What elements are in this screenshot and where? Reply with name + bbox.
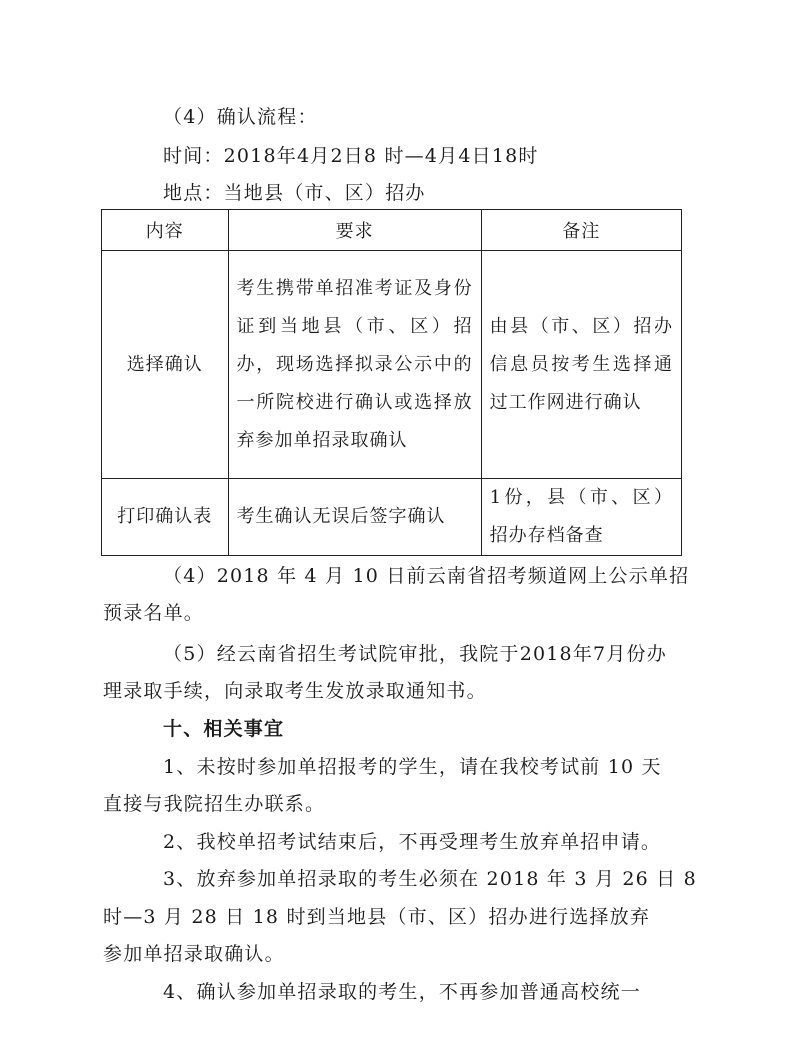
table-cell-content: 打印确认表 — [102, 479, 229, 556]
confirmation-table — [101, 209, 682, 556]
item-3-line-1: 3、放弃参加单招录取的考生必须在 2018 年 3 月 26 日 8 — [163, 868, 697, 890]
item-1-line-1: 1、未按时参加单招报考的学生，请在我校考试前 10 天 — [163, 756, 662, 778]
item-3-line-3: 参加单招录取确认。 — [103, 943, 285, 965]
item-3-line-2: 时—3 月 28 日 18 时到当地县（市、区）招办进行选择放弃 — [103, 906, 651, 928]
paragraph-4-line-2: 预录名单。 — [103, 602, 205, 624]
table-cell-requirement: 考生携带单招准考证及身份证到当地县（市、区）招办，现场选择拟录公示中的一所院校进行确认或选择放弃参加单招录取确认 — [228, 251, 481, 479]
table-row — [102, 479, 682, 556]
table-cell-content: 选择确认 — [102, 251, 229, 479]
paragraph-4-line-1: （4）2018 年 4 月 10 日前云南省招考频道网上公示单招 — [163, 565, 690, 587]
item-1-line-2: 直接与我院招生办联系。 — [103, 793, 326, 815]
table-row — [102, 251, 682, 479]
table-header-row — [102, 210, 682, 251]
process-title: （4）确认流程： — [163, 106, 318, 128]
table-cell-note: 由县（市、区）招办信息员按考生选择通过工作网进行确认 — [481, 251, 681, 479]
section-heading: 十、相关事宜 — [163, 718, 285, 740]
paragraph-5-line-1: （5）经云南省招生考试院审批，我院于2018年7月份办 — [163, 643, 667, 665]
item-4-line-1: 4、确认参加单招录取的考生，不再参加普通高校统一 — [163, 981, 641, 1003]
table-cell-note: 1份，县（市、区）招办存档备查 — [481, 479, 681, 556]
process-place: 地点：当地县（市、区）招办 — [163, 182, 426, 204]
table-header-requirement: 要求 — [228, 210, 481, 251]
paragraph-5-line-2: 理录取手续，向录取考生发放录取通知书。 — [103, 680, 487, 702]
table-cell-requirement: 考生确认无误后签字确认 — [228, 479, 481, 556]
process-time: 时间：2018年4月2日8 时—4月4日18时 — [163, 145, 539, 167]
table-header-content: 内容 — [102, 210, 229, 251]
table-header-note: 备注 — [481, 210, 681, 251]
item-2-line-1: 2、我校单招考试结束后，不再受理考生放弃单招申请。 — [163, 831, 662, 853]
